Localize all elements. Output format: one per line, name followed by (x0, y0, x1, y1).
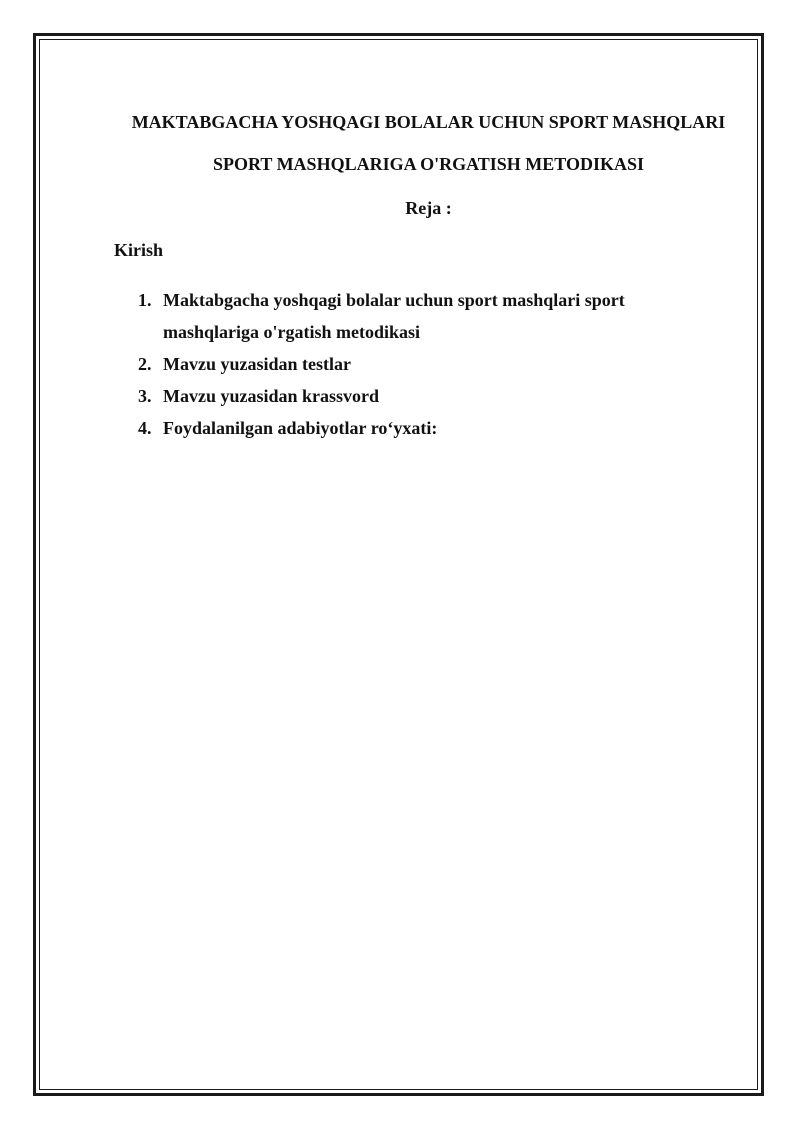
plan-item-number: 4. (138, 418, 152, 438)
document-title-line-1: MAKTABGACHA YOSHQAGI BOLALAR UCHUN SPORT MASHQLARI (131, 112, 726, 132)
page-border (33, 33, 764, 1096)
plan-item-text: Foydalanilgan adabiyotlar ro‘yxati: (163, 418, 438, 438)
page-border-inner (39, 39, 758, 1090)
intro-label: Kirish (114, 240, 164, 260)
document-title-line-2: SPORT MASHQLARIGA O'RGATISH METODIKASI (213, 154, 644, 174)
plan-item-1 (138, 284, 698, 348)
plan-item-3 (138, 380, 698, 412)
plan-item-text: Maktabgacha yoshqagi bolalar uchun sport mashqlari sport mashqlariga o'rgatish metodikasi (163, 290, 625, 342)
plan-item-2 (138, 348, 698, 380)
plan-item-number: 3. (138, 386, 152, 406)
plan-item-number: 1. (138, 290, 152, 310)
plan-item-text: Mavzu yuzasidan testlar (163, 354, 351, 374)
plan-item-number: 2. (138, 354, 152, 374)
plan-list (138, 284, 698, 444)
plan-heading: Reja : (405, 198, 452, 218)
plan-item-text: Mavzu yuzasidan krassvord (163, 386, 380, 406)
plan-item-4 (138, 412, 698, 444)
